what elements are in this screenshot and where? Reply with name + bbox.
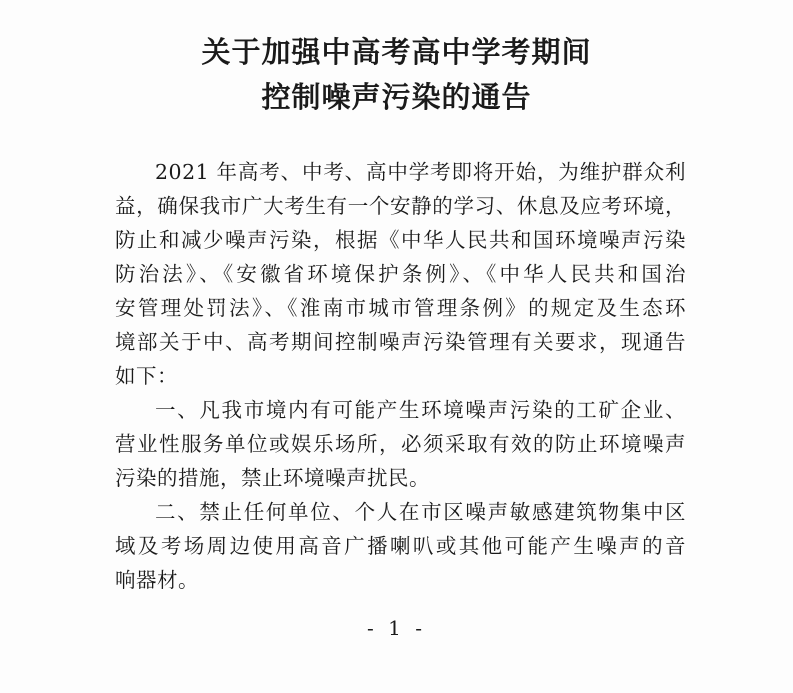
document-title-line-1: 关于加强中高考高中学考期间 [201, 35, 592, 69]
page-number: - 1 - [367, 616, 426, 640]
body-line: 防止和减少噪声污染，根据《中华人民共和国环境噪声污染 [115, 228, 686, 252]
body-line: 响器材。 [115, 568, 199, 592]
body-line: 二、禁止任何单位、个人在市区噪声敏感建筑物集中区 [155, 500, 686, 524]
body-line: 域及考场周边使用高音广播喇叭或其他可能产生噪声的音 [115, 534, 686, 558]
body-line: 营业性服务单位或娱乐场所，必须采取有效的防止环境噪声 [115, 432, 686, 456]
body-line: 防治法》、《安徽省环境保护条例》、《中华人民共和国治 [115, 262, 686, 286]
body-line: 境部关于中、高考期间控制噪声污染管理有关要求，现通告 [115, 330, 686, 354]
body-line: 安管理处罚法》、《淮南市城市管理条例》的规定及生态环 [115, 296, 686, 320]
body-line: 2021 年高考、中考、高中学考即将开始，为维护群众利 [155, 160, 686, 184]
body-line: 如下： [115, 364, 178, 388]
body-line: 益，确保我市广大考生有一个安静的学习、休息及应考环境， [115, 194, 686, 218]
body-line: 一、凡我市境内有可能产生环境噪声污染的工矿企业、 [155, 398, 686, 422]
document-title-line-2: 控制噪声污染的通告 [261, 80, 532, 114]
body-line: 污染的措施，禁止环境噪声扰民。 [115, 466, 430, 490]
